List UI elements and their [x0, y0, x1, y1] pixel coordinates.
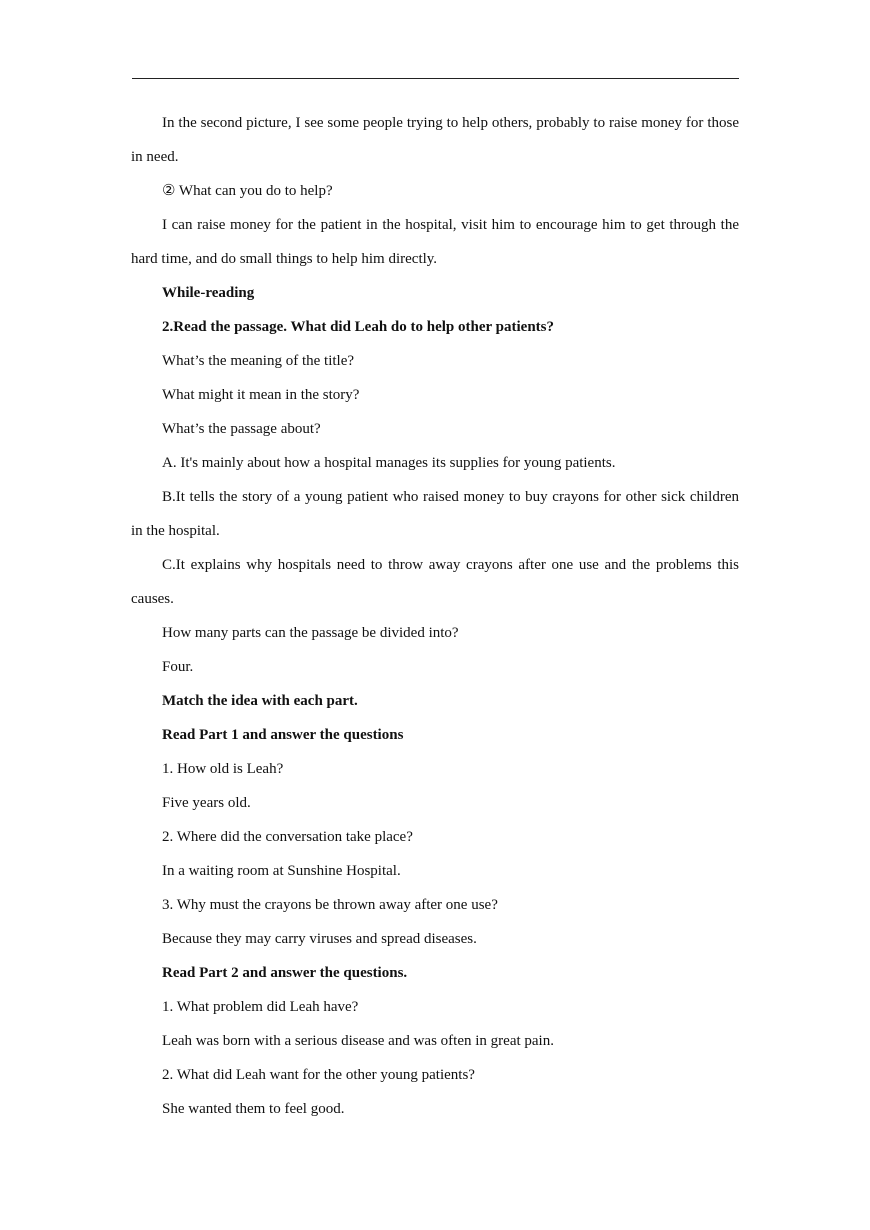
task-2-heading: 2.Read the passage. What did Leah do to help other patients? — [162, 319, 554, 335]
paragraph-second-picture: In the second picture, I see some people trying to help others, probably to raise money for those in need. — [131, 115, 739, 165]
question-story-meaning: What might it mean in the story? — [162, 387, 360, 403]
heading-match-idea: Match the idea with each part. — [162, 693, 358, 709]
part1-answer-1: Five years old. — [162, 795, 251, 811]
option-c: C.It explains why hospitals need to throw away crayons after one use and the problems this causes. — [131, 557, 739, 607]
heading-part-1: Read Part 1 and answer the questions — [162, 727, 404, 743]
heading-while-reading: While-reading — [162, 285, 255, 301]
question-what-can-you-do: ② What can you do to help? — [162, 183, 333, 199]
option-a: A. It's mainly about how a hospital manages its supplies for young patients. — [162, 455, 616, 471]
paragraph-raise-money: I can raise money for the patient in the hospital, visit him to encourage him to get through the hard time, and do small things to help him directly. — [131, 217, 739, 267]
part2-answer-2: She wanted them to feel good. — [162, 1101, 345, 1117]
part1-answer-2: In a waiting room at Sunshine Hospital. — [162, 863, 401, 879]
option-b: B.It tells the story of a young patient who raised money to buy crayons for other sick children in the hospital. — [131, 489, 739, 539]
part2-question-2: 2. What did Leah want for the other young patients? — [162, 1067, 475, 1083]
question-title-meaning: What’s the meaning of the title? — [162, 353, 355, 369]
question-passage-about: What’s the passage about? — [162, 421, 321, 437]
answer-parts: Four. — [162, 659, 194, 675]
part2-question-1: 1. What problem did Leah have? — [162, 999, 359, 1015]
part1-question-2: 2. Where did the conversation take place? — [162, 829, 413, 845]
header-rule — [132, 78, 739, 79]
heading-part-2: Read Part 2 and answer the questions. — [162, 965, 408, 981]
part1-question-3: 3. Why must the crayons be thrown away after one use? — [162, 897, 498, 913]
part1-question-1: 1. How old is Leah? — [162, 761, 284, 777]
question-parts: How many parts can the passage be divided into? — [162, 625, 459, 641]
part2-answer-1: Leah was born with a serious disease and was often in great pain. — [162, 1033, 554, 1049]
part1-answer-3: Because they may carry viruses and spread diseases. — [162, 931, 477, 947]
document-body — [131, 106, 739, 1126]
